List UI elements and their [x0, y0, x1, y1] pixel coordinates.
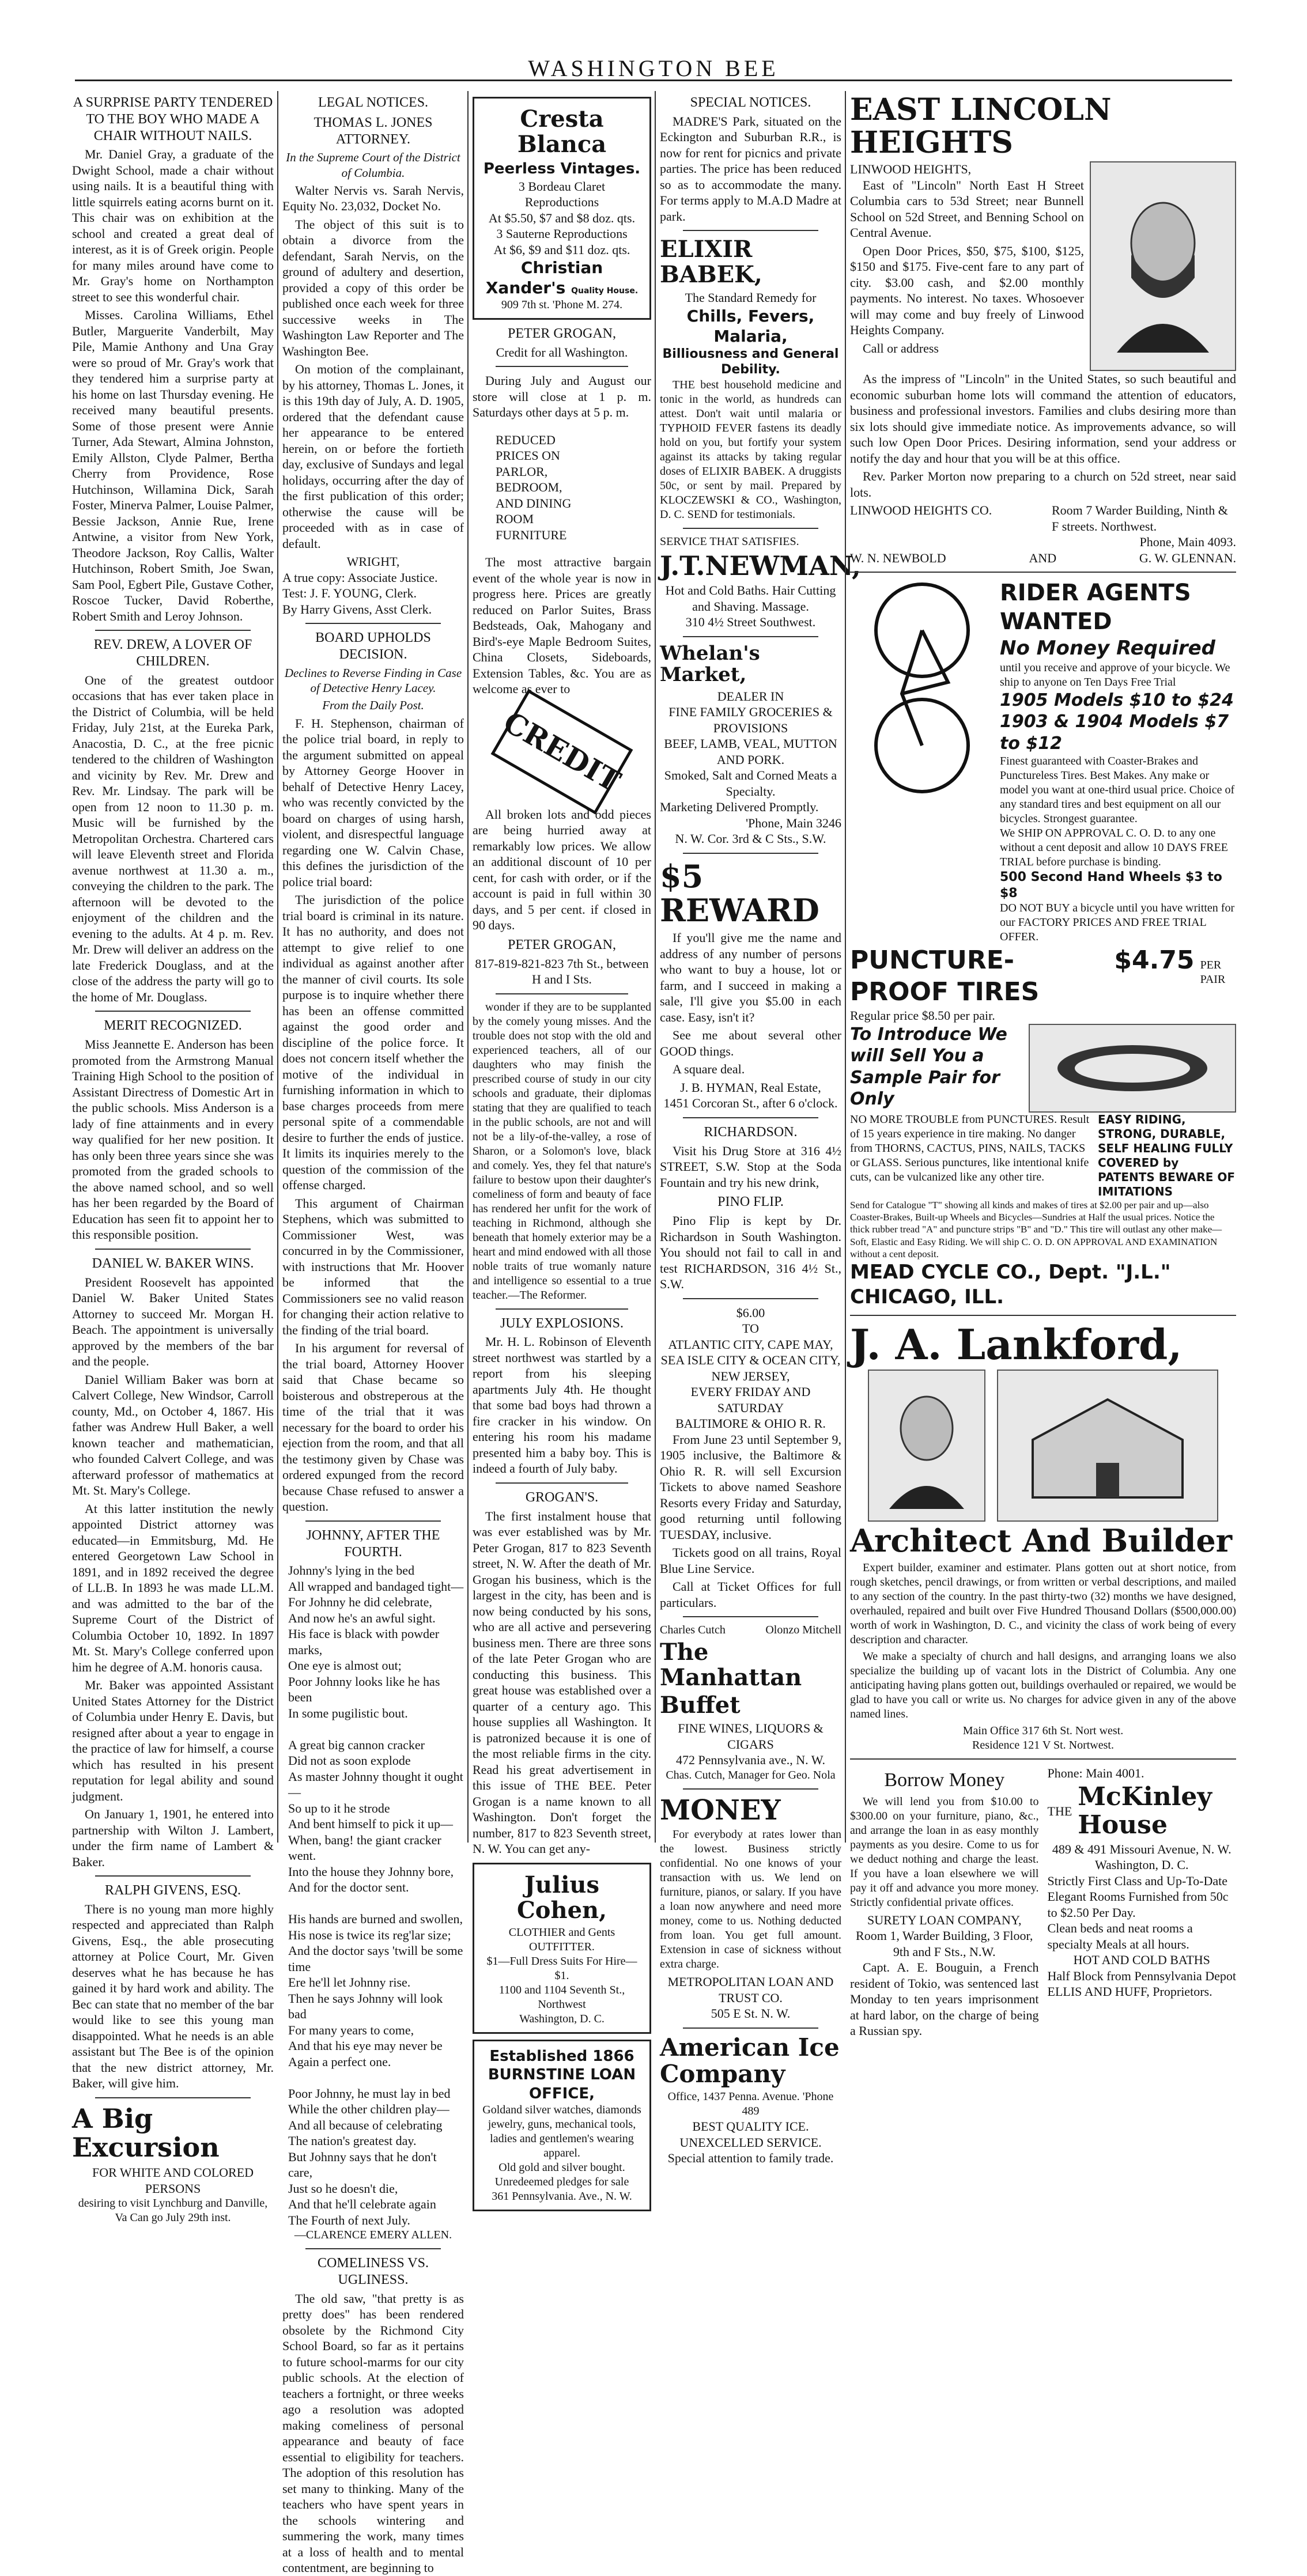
- grogans-heading: GROGAN'S.: [525, 1489, 599, 1505]
- cresta-line: 3 Sauterne Reproductions: [496, 226, 628, 241]
- poem-line: Into the house they Johnny bore,: [288, 1864, 454, 1879]
- house-icon: [1010, 1382, 1206, 1509]
- poem-line: Then he says Johnny will look bad: [288, 1991, 443, 2022]
- puncture-regular: Regular price $8.50 per pair.: [850, 1008, 995, 1023]
- excursion-subtitle: FOR WHITE AND COLORED PERSONS: [92, 2165, 254, 2196]
- reward-body: See me about several other GOOD things.: [660, 1028, 841, 1058]
- poem-line: A great big cannon cracker: [288, 1737, 425, 1752]
- legal-attorney: THOMAS L. JONES ATTORNEY.: [313, 115, 433, 147]
- rider-title: RIDER AGENTS WANTED: [1000, 580, 1191, 636]
- manhattan-name: Charles Cutch: [660, 1624, 726, 1637]
- column-2: [282, 91, 464, 2575]
- lankford-residence: Residence 121 V St. Nortwest.: [972, 1738, 1114, 1752]
- burnstine-established: Established 1866: [489, 2047, 634, 2065]
- poem-line: And for the doctor sent.: [288, 1880, 409, 1895]
- poem-line: And now he's an awful sight.: [288, 1610, 436, 1625]
- ice-line: UNEXCELLED SERVICE.: [679, 2135, 822, 2150]
- burnstine-title: BURNSTINE LOAN OFFICE,: [488, 2066, 636, 2102]
- elixir-title: ELIXIR BABEK,: [660, 236, 762, 289]
- eastlincoln-subtitle: LINWOOD HEIGHTS,: [850, 162, 972, 177]
- wonder-body: wonder if they are to be supplanted by the comely young misses. And the trouble does not stop with the old and experienced teachers, all of our daughters who may finish the prescribed course of study in our city schools and graduate, their diplomas stating that they are qualified to teach in the public schools, are not and will not be a lily-of-the-valley, a rose of Sharon, or a Solomon's love, black and comely. Yes, they fel that nature's failure to bestow upon their daughter's comeliness of form and beauty of face has rendered her unfit for the work of teaching in Richmond, although she beneath that homely exterior may be a heart and mind endowed with all those noble traits of true womanly nature and intelligence so essential to a true teacher.—The Reformer.: [473, 1000, 651, 1302]
- excursion-body: Tickets good on all trains, Royal Blue Line Service.: [660, 1545, 841, 1576]
- puncture-per-pair: PER PAIR: [1200, 959, 1226, 986]
- money-address: 505 E St. N. W.: [711, 2006, 791, 2021]
- legal-court: In the Supreme Court of the District of Columbia.: [286, 150, 460, 180]
- cresta-house-tag: Quality House.: [571, 286, 639, 296]
- comeliness-body: The old saw, "that pretty is as pretty does" has been rendered obsolete by the Richmond City School Board, so far as it pertains to future school-marms for our city public schools. At the election of teachers a fortnight, or three weeks ago a resolution was adopted making comeliness of personal appearance and beauty of face essential to eligibility for teachers. The adoption of this resolution has set many to thinking. Many of the teachers who have spent years in the schools wintering and summering the work, many times at a loss of health and to mental contentment, are beginning to: [282, 2291, 464, 2575]
- poem-line: So up to it he strode: [288, 1800, 390, 1815]
- reward-body: If you'll give me the name and address of any number of persons who want to buy a house, lot or farm, and I succeed in making a sale, I'll give you $5.00 in each case. Easy, isn't it?: [660, 930, 841, 1024]
- grogan-subheading: Credit for all Washington.: [496, 345, 628, 360]
- money-title: MONEY: [660, 1794, 781, 1826]
- eastlincoln-company: LINWOOD HEIGHTS CO.: [850, 503, 992, 518]
- excursion-destination: ATLANTIC CITY, CAPE MAY, SEA ISLE CITY & OCEAN CITY, NEW JERSEY,: [660, 1337, 841, 1383]
- rider-body: We SHIP ON APPROVAL C. O. D. to any one without a cent deposit and allow 10 DAYS FREE TRIAL before purchase is binding.: [1000, 827, 1228, 869]
- drew-body: One of the greatest outdoor occasions that has ever taken place in the District of Columbia, will be held Friday, July 21st, at the Eureka Park, Anacostia, D. C., at the free picnic tendered to the children of Washington and vicinity by Rev. Mr. Drew and Rev. Mr. Lindsay. The park will be open from 12 noon to 11.30 p. m. Music will be furnished by the Metropolitan Orchestra. Chartered cars will leave Eleventh street and Florida avenue northwest at 11.30 a. m., conveying the children to the park. The afternoon will be devoted to the enjoyment of the children and the evening to the adults. At 4 p. m. Rev. Mr. Drew will deliver an address on the late Frederick Douglass, and at the close of the address the party will go to the home of Mr. Douglass.: [72, 672, 274, 1004]
- reward-address: 1451 Corcoran St., after 6 o'clock.: [663, 1096, 838, 1111]
- mckinley-the: THE: [1047, 1803, 1072, 1818]
- ice-line: BEST QUALITY ICE.: [692, 2119, 809, 2134]
- legal-signature: WRIGHT,: [346, 554, 400, 569]
- borrow-title: Borrow Money: [884, 1769, 1005, 1791]
- board-body: This argument of Chairman Stephens, which was submitted to Commissioner West, was concurred in by the Commissioner, with instructions that Mr. Hoover be informed that the Commissioners see no valid reason for changing their action relative to the finding of the trial board.: [282, 1196, 464, 1337]
- excursion-price: $6.00: [736, 1305, 765, 1320]
- baker-body: President Roosevelt has appointed Daniel W. Baker United States Attorney to succeed Mr. Morgan H. Beach. The appointment is universally approved by the members of the bar and the people.: [72, 1274, 274, 1369]
- explosions-body: Mr. H. L. Robinson of Eleventh street northwest was startled by a report from his sleeping apartments July 4th. He thought that some bad boys had thrown a fire cracker in his window. On entering his room his madame presented him a baby boy. This is indeed a fourth of July baby.: [473, 1334, 651, 1476]
- excursion-body: From June 23 until September 9, 1905 inclusive, the Baltimore & Ohio R. R. will sell Excursion Tickets to above named Seashore Resorts every Friday and Saturday, good returning until following TUESDAY, inclusive.: [660, 1432, 841, 1542]
- grogan-address: 817-819-821-823 7th St., between H and I Sts.: [475, 956, 649, 987]
- merit-body: Miss Jeannette E. Anderson has been promoted from the Armstrong Manual Training High School to the position of Assistant Directress of Domestic Art in the public schools. Miss Anderson is a lady of fine attainments and in every way qualified for her new position. It has only been three years since she was promoted from the graded schools to the above named school, and so well has her been regarded by the Board of Education has seen fit to appoint her to this responsible position.: [72, 1037, 274, 1242]
- baker-body: On January 1, 1901, he entered into partnership with Wilton J. Lambert, under the firm name of Lambert & Baker.: [72, 1807, 274, 1869]
- pino-heading: PINO FLIP.: [717, 1194, 784, 1210]
- newman-body: Hot and Cold Baths. Hair Cutting and Shaving. Massage.: [665, 583, 836, 614]
- rider-body: until you receive and approve of your bicycle. We ship to anyone on Ten Days Free Trial: [1000, 661, 1230, 689]
- poem-line: In some pugilistic bout.: [288, 1705, 408, 1720]
- ice-line: Special attention to family trade.: [667, 2151, 834, 2166]
- mead-cycle: MEAD CYCLE CO., Dept. "J.L." CHICAGO, ILL.: [850, 1261, 1171, 1308]
- mckinley-city: Washington, D. C.: [1094, 1858, 1189, 1873]
- whelan-phone: 'Phone, Main 3246: [746, 815, 841, 830]
- ice-title: American Ice Company: [660, 2033, 840, 2089]
- poem-line: The Fourth of next July.: [288, 2212, 410, 2227]
- eastlincoln-body: Call or address: [863, 341, 939, 355]
- money-signature: METROPOLITAN LOAN AND TRUST CO.: [667, 1974, 834, 2005]
- board-body: The jurisdiction of the police trial board is criminal in its nature. It has no authority, and does not attempt to give relief to one individual as against another after the manner of civil courts. Its sole purpose is to inquire whether there has been an offense committed against the good order and discipline of the police force. It does not concern itself whether the motive of the individual in furnishing information in which to base charges proceeds from mere personal spite of a commendable desire to further the ends of justice. It limits its inquiries merely to the question of the commission of the offense charged.: [282, 892, 464, 1193]
- rider-dont-buy: DO NOT BUY a bicycle until you have written for our FACTORY PRICES AND FREE TRIAL OFFER.: [1000, 902, 1235, 944]
- richardson-body: Visit his Drug Store at 316 4½ STREET, S.W. Stop at the Soda Fountain and try his new drink,: [660, 1143, 841, 1190]
- eastlincoln-body: Rev. Parker Morton now preparing to a church on 52d street, near said lots.: [850, 469, 1236, 500]
- cresta-blanca-ad: [473, 97, 651, 320]
- eastlincoln-room: Room 7 Warder Building, Ninth & F streets. Northwest.: [1052, 503, 1228, 534]
- poem-heading: JOHNNY, AFTER THE FOURTH.: [306, 1527, 440, 1560]
- rider-subtitle: No Money Required: [1000, 637, 1216, 660]
- elixir-headline: Chills, Fevers, Malaria,: [686, 306, 815, 346]
- rider-1905: 1905 Models $10 to $24: [1000, 690, 1234, 710]
- poem-line: And bent himself to pick it up—: [288, 1817, 453, 1832]
- eastlincoln-signature: G. W. GLENNAN.: [1139, 550, 1236, 565]
- grogan-hours: During July and August our store will close at 1 p. m. Saturdays other days at 5 p. m.: [473, 373, 651, 420]
- poem-line: Did not as soon explode: [288, 1753, 411, 1768]
- cohen-line: $1—Full Dress Suits For Hire—$1.: [486, 1954, 637, 1982]
- lincoln-portrait-icon: [1105, 180, 1221, 353]
- tire-icon: [1052, 1034, 1213, 1103]
- manhattan-manager: Chas. Cutch, Manager for Geo. Nola: [666, 1768, 836, 1781]
- newman-pretitle: SERVICE THAT SATISFIES.: [660, 535, 799, 548]
- legal-body: On motion of the complainant, by his attorney, Thomas L. Jones, it is this 19th day of July, A. D. 1905, ordered that the defendant cause her appearance to be entered herein, on or before the fortieth day, exclusive of Sundays and legal holidays, occurring after the day of the first publication of this order; otherwise the cause will be proceeded with as in case of default.: [282, 362, 464, 551]
- cohen-ad: [473, 1863, 651, 2034]
- poem-line: Poor Johnny, he must lay in bed: [288, 2086, 451, 2101]
- comeliness-heading: COMELINESS VS. UGLINESS.: [318, 2256, 429, 2288]
- cresta-title: Cresta Blanca: [517, 105, 607, 158]
- lankford-body: Expert builder, examiner and estimater. Plans gotten out at short notice, from rough sketches, pencil drawings, or from written or verbal descriptions, and mailed to any section of the country. In the past thirty-two (32) months we have designed, overhauled, repaired and built over Five Hundred Thousand Dollars ($500,000.00) worth of work in Washington, D. C., and vicinity the class of work being of every description and character.: [850, 1561, 1236, 1646]
- mckinley-body: Clean beds and neat rooms a specialty Meals at all hours.: [1047, 1921, 1193, 1951]
- whelan-body: FINE FAMILY GROCERIES & PROVISIONS: [668, 705, 833, 735]
- lankford-portrait: [868, 1370, 985, 1522]
- masthead-title: WASHINGTON BEE: [528, 55, 779, 81]
- column-3: [473, 91, 651, 2203]
- column-4: [660, 91, 862, 2166]
- poem-line: His nose is twice its reg'lar size;: [288, 1927, 451, 1942]
- baker-body: Daniel William Baker was born at Calvert College, New Windsor, Carroll county, Md., on October 4, 1867. His father was Andrew Hull Baker, a well known teacher and mathematician, who founded Calvert College, and was afterward professor of mathematics at Mt. St. Mary's College.: [72, 1372, 274, 1498]
- reward-signature: J. B. HYMAN, Real Estate,: [680, 1080, 821, 1095]
- legal-heading: LEGAL NOTICES.: [318, 95, 429, 110]
- cresta-line: At $5.50, $7 and $8 doz. qts.: [488, 210, 636, 225]
- drew-heading: REV. DREW, A LOVER OF CHILDREN.: [93, 637, 252, 669]
- masthead-rule: [75, 80, 1232, 81]
- poem-line: For Johnny he did celebrate,: [288, 1595, 432, 1610]
- whelan-title: Whelan's Market,: [660, 641, 760, 687]
- excursion-body: desiring to visit Lynchburg and Danville, Va Can go July 29th inst.: [78, 2197, 268, 2225]
- puncture-price: $4.75: [1114, 945, 1195, 975]
- puncture-body: Send for Catalogue "T" showing all kinds and makes of tires at $2.00 per pair and up—also Coaster-Brakes, Built-up Wheels and Bicycles—Sundries at Half the usual prices. Notice the thick rubber tread "A" and puncture strips "B" and "D." This tire will outlast any other make—Soft, Elastic and Easy Riding. We will ship C. O. D. ON APPROVAL AND EXAMINATION without a cent deposit.: [850, 1199, 1222, 1259]
- poem-lines: [282, 1563, 464, 2228]
- whelan-body: Smoked, Salt and Corned Meats a Specialty.: [664, 768, 837, 799]
- legal-signature: Test: J. F. YOUNG, Clerk.: [282, 586, 417, 601]
- special-heading: SPECIAL NOTICES.: [690, 95, 811, 110]
- excursion-days: EVERY FRIDAY AND SATURDAY: [690, 1385, 811, 1415]
- excursion-body: Call at Ticket Offices for full particulars.: [660, 1579, 841, 1610]
- poem-line: [288, 1896, 464, 1912]
- eastlincoln-body: Open Door Prices, $50, $75, $100, $125, $150 and $175. Five-cent fare to any part of city. $3.00 cash, and $2.00 monthly payments. No interest. No taxes. Whosoever will may come and buy freely of Linwood Heights Company.: [850, 243, 1084, 338]
- house-illustration: [997, 1370, 1218, 1522]
- reward-title: $5 REWARD: [660, 857, 819, 929]
- lankford-subtitle: Architect And Builder: [850, 1522, 1233, 1560]
- surprise-heading: A SURPRISE PARTY TENDERED TO THE BOY WHO MADE A CHAIR WITHOUT NAILS.: [73, 95, 273, 143]
- lincoln-portrait: [1090, 161, 1236, 371]
- borrow-company: SURETY LOAN COMPANY,: [867, 1912, 1022, 1927]
- surprise-body: Mr. Daniel Gray, a graduate of the Dwight School, made a chair without using nails. It is a beautiful thing with little squirrels eating acorns burnt on it. This chair was on exhibition at the school and created a great deal of interest, as it is of Greek origin. People for many miles around have come to Mr. Gray's home on Northampton street to see this wonderful chair.: [72, 147, 274, 304]
- borrow-address: Room 1, Warder Building, 3 Floor, 9th and F Sts., N.W.: [856, 1928, 1033, 1959]
- poem-line: Johnny's lying in the bed: [288, 1563, 415, 1578]
- pino-body: Pino Flip is kept by Dr. Richardson in South Washington. You should not fail to call in and test RICHARDSON, 316 4½ St., S.W.: [660, 1213, 841, 1292]
- legal-body: The object of this suit is to obtain a divorce from the defendant, Sarah Nervis, on the ground of adultery and desertion, provided a copy of this order be published once each week for three successive weeks in The Washington Law Reporter and The Washington Bee.: [282, 217, 464, 358]
- whelan-address: N. W. Cor. 3rd & C Sts., S.W.: [675, 831, 826, 846]
- board-subheading: Declines to Reverse Finding in Case of Detective Henry Lacey.: [284, 665, 462, 695]
- poem-line: When, bang! the giant cracker went.: [288, 1832, 441, 1863]
- grogan-body: The most attractive bargain event of the whole year is now in progress here. Prices are greatly reduced on Parlor Suites, Brass Bedsteads, Oak, Mahogany and Bird's-eye Maple Bedroom Suites, China Closets, Sideboards, Extension Tables, &c. You are as welcome as ever to: [473, 555, 651, 697]
- eastlincoln-body: East of "Lincoln" North East H Street Columbia cars to 53d Street; near Bunnell School on 52d Street, and Benning School on Central Avenue.: [850, 177, 1084, 240]
- burnstine-line: Old gold and silver bought.: [498, 2161, 625, 2174]
- merit-heading: MERIT RECOGNIZED.: [104, 1018, 242, 1034]
- poem-line: One eye is almost out;: [288, 1658, 402, 1673]
- legal-signature: By Harry Givens, Asst Clerk.: [282, 602, 432, 616]
- eastlincoln-phone: Phone, Main 4093.: [1139, 535, 1236, 550]
- lankford-title: J. A. Lankford,: [850, 1320, 1183, 1370]
- eastlincoln-and: AND: [1029, 550, 1057, 565]
- grogan-body: All broken lots and odd pieces are being hurried away at remarkably low prices. We allow an additional discount of 10 per cent, for cash with order, or if the account is paid in full within 30 days, and 5 per cent. if closed in 90 days.: [473, 807, 651, 933]
- poem-line: Ere he'll let Johnny rise.: [288, 1975, 411, 1990]
- puncture-body: NO MORE TROUBLE from PUNCTURES. Result of 15 years experience in tire making. No danger from THORNS, CACTUS, PINS, NAILS, TACKS or GLASS. Serious punctures, like intentional knife cuts, can be vulcanized like any other tire.: [850, 1113, 1090, 1183]
- whelan-subtitle: DEALER IN: [717, 689, 784, 703]
- poem-line: [288, 1721, 464, 1737]
- cohen-line: Washington, D. C.: [519, 2012, 605, 2025]
- masthead: [0, 0, 1307, 86]
- cresta-line: 3 Bordeau Claret Reproductions: [518, 179, 606, 209]
- poem-line: His face is black with powder marks,: [288, 1626, 440, 1657]
- lankford-body: We make a specialty of church and hall designs, and arranging loans we also specialize the building up of vacant lots in the District of Columbia. Any one anticipating having plans gotten out, buildings overhauled or repaired, we would be glad to have you call or write us. No charges for advice given in any of the above named lines.: [850, 1650, 1236, 1720]
- burnstine-ad: [473, 2040, 651, 2212]
- cresta-subtitle: Peerless Vintages.: [483, 160, 641, 177]
- mckinley-body: Half Block from Pennsylvania Depot: [1047, 1968, 1236, 1983]
- excursion-railroad: BALTIMORE & OHIO R. R.: [675, 1416, 826, 1431]
- baker-heading: DANIEL W. BAKER WINS.: [92, 1255, 254, 1271]
- eastlincoln-signature: W. N. NEWBOLD: [850, 550, 946, 565]
- burnstine-line: Unredeemed pledges for sale: [494, 2176, 629, 2189]
- eastlincoln-title: EAST LINCOLN HEIGHTS: [850, 92, 1112, 161]
- excursion-to: TO: [742, 1321, 759, 1336]
- money-body: For everybody at rates lower than the lowest. Business strictly confidential. No one knows of your transaction with us. We lend on furniture, pianos, or salary. If you have a loan now anywhere and need more money, come to us. Nothing deducted from loan. You get full amount. Extension in case of sickness without extra charge.: [660, 1828, 841, 1971]
- manhattan-address: 472 Pennsylvania ave., N. W.: [675, 1753, 826, 1768]
- cohen-line: 1100 and 1104 Seventh St., Northwest: [498, 1983, 625, 2011]
- explosions-heading: JULY EXPLOSIONS.: [500, 1315, 624, 1331]
- puncture-title: PUNCTURE-PROOF TIRES: [850, 945, 1040, 1007]
- poem-line: As master Johnny thought it ought—: [288, 1769, 463, 1800]
- board-source: From the Daily Post.: [322, 698, 424, 713]
- richardson-heading: RICHARDSON.: [704, 1124, 798, 1140]
- poem-line: Just so he doesn't die,: [288, 2181, 398, 2196]
- bicycle-illustration: [850, 578, 994, 944]
- cresta-line: At $6, $9 and $11 doz. qts.: [493, 242, 630, 257]
- legal-case: Walter Nervis vs. Sarah Nervis, Equity No. 23,032, Docket No.: [282, 183, 464, 214]
- borrow-body: We will lend you from $10.00 to $300.00 on your furniture, piano, &c., and arrange the loan in as easy monthly payments as you desire. Come to us for we deduct nothing and charge the least. If you have a loan elsewhere we will pay it off and advance you more money. Strictly confidential private offices.: [850, 1795, 1039, 1909]
- givens-body: There is no young man more highly respected and appreciated than Ralph Givens, Esq., the able prosecuting attorney at Police Court, Mr. Given deserves what he has because he has gained it by hard work and ability. The Bec can state that no member of the bar would like to see this young man disappointed. What he needs is an able assistant but The Bee is of the opinion that the new district attorney, Mr. Baker, will give him.: [72, 1901, 274, 2091]
- column-5: [850, 91, 1236, 2038]
- mckinley-proprietors: ELLIS AND HUFF, Proprietors.: [1047, 1984, 1212, 1999]
- poem-author: —CLARENCE EMERY ALLEN.: [294, 2229, 452, 2242]
- board-body: F. H. Stephenson, chairman of the police trial board, in reply to the argument submitted on appeal by Attorney George Hoover in behalf of Detective Henry Lacey, who was recently convicted by the board on charges of using harsh, violent, and disrespectful language regarding one W. Calvin Chase, this defines the jurisdiction of the police trial board:: [282, 716, 464, 889]
- newman-title: J.T.NEWMAN,: [660, 550, 862, 581]
- mckinley-phone: Phone: Main 4001.: [1047, 1765, 1144, 1780]
- rider-body: Finest guaranteed with Coaster-Brakes and Punctureless Tires. Best Makes. Any make or model you want at one-third usual price. Choice of any standard tires and best equipment on all our bicycles. Strongest guarantee.: [1000, 755, 1235, 826]
- credit-stamp: CREDIT: [491, 689, 633, 815]
- burnstine-line: 361 Pennsylvania. Ave., N. W.: [492, 2190, 632, 2203]
- column-1: [72, 91, 274, 2225]
- poem-line: And that his eye may never be: [288, 2038, 443, 2053]
- manhattan-title-2: Buffet: [660, 1692, 741, 1719]
- legal-signature: A true copy: Associate Justice.: [282, 570, 438, 585]
- poem-line: [288, 2070, 464, 2086]
- poem-line: His hands are burned and swollen,: [288, 1912, 463, 1927]
- manhattan-title: The Manhattan: [660, 1639, 802, 1692]
- grogan-heading: PETER GROGAN,: [507, 326, 616, 341]
- elixir-headline-2: Billiousness and General Debility.: [662, 346, 839, 377]
- rider-secondhand: 500 Second Hand Wheels $3 to $8: [1000, 870, 1222, 901]
- grogan-signature: PETER GROGAN,: [507, 937, 616, 952]
- ice-address: Office, 1437 Penna. Avenue. 'Phone 489: [667, 2090, 834, 2118]
- poem-line: Again a perfect one.: [288, 2054, 391, 2069]
- poem-line: But Johnny says that he don't care,: [288, 2149, 437, 2180]
- cresta-house: Christian Xander's: [485, 258, 603, 297]
- poem-line: All wrapped and bandaged tight—: [288, 1579, 464, 1594]
- grogan-reduced: REDUCED PRICES ON PARLOR, BEDROOM, AND DINING ROOM FURNITURE: [496, 432, 572, 542]
- board-body: In his argument for reversal of the trial board, Attorney Hoover said that Chase became so boisterous and obstreperous at the time of the trial that it was necessary for the board to order his ejection from the room, and that all the testimony given by Chase was ordered expunged from the record because Chase refused to answer a question.: [282, 1341, 464, 1514]
- excursion-title: A Big Excursion: [72, 2102, 220, 2163]
- whelan-body: BEEF, LAMB, VEAL, MUTTON AND PORK.: [664, 736, 837, 767]
- newman-address: 310 4½ Street Southwest.: [685, 615, 816, 630]
- bicycle-icon: [850, 578, 994, 797]
- poem-line: The nation's greatest day.: [288, 2134, 417, 2148]
- puncture-intro: To Introduce We will Sell You a Sample Pair for Only: [850, 1024, 1007, 1110]
- mckinley-body: HOT AND COLD BATHS: [1073, 1953, 1210, 1968]
- board-heading: BOARD UPHOLDS DECISION.: [315, 630, 431, 663]
- whelan-body: Marketing Delivered Promptly.: [660, 800, 819, 815]
- elixir-body: THE best household medicine and tonic in the world, as hundreds can attest. Don't wait until malaria or TYPHOID FEVER fastens its deadly hold on you, but fortify your system against its attacks by taking regular doses of ELIXIR BABEK. A druggists 50c, or sent by mail. Prepared by KLOCZEWSKI & CO., Washington, D. C. SEND for testimonials.: [660, 378, 841, 521]
- reward-body: A square deal.: [673, 1062, 745, 1077]
- special-body: MADRE'S Park, situated on the Eckington and Suburban R.R., is now for rent for picnics and private parties. The price has been reduced so as to accommodate the many. For terms apply to M.A.D Madre at park.: [660, 114, 841, 224]
- grogans-body: The first instalment house that was ever established was by Mr. Peter Grogan, 817 to 823 Seventh street, N. W. After the death of Mr. Grogan his business, which is the largest in the city, has been and is now being conducted by his sons, who are all active and persevering business men. There are three sons of the late Peter Grogan who are conducting this business. This great house was established over a quarter of a century ago. This house supplies all Washington. It is patronized because it is one of the most reliable firms in the city. Read his great advertisement in this issue of THE BEE. Peter Grogan is a name known to all Washington. Don't forget the number, 817 to 823 Seventh street, N. W. You can get any-: [473, 1508, 651, 1856]
- manhattan-name: Olonzo Mitchell: [765, 1624, 841, 1637]
- manhattan-subtitle: FINE WINES, LIQUORS & CIGARS: [678, 1721, 824, 1752]
- lankford-portrait-icon: [883, 1382, 970, 1509]
- lankford-office: Main Office 317 6th St. Nort west.: [962, 1724, 1124, 1737]
- poem-line: And all because of celebrating: [288, 2117, 443, 2132]
- baker-body: Mr. Baker was appointed Assistant United States Attorney for the District of Columbia under Henry E. Davis, but resigned after about a year to engage in the practice of law for himself, a course which has resulted in his present reputation for legal ability and sound judgment.: [72, 1678, 274, 1803]
- cohen-title: Julius Cohen,: [516, 1871, 607, 1924]
- poem-line: While the other children play—: [288, 2102, 449, 2117]
- burnstine-body: Goldand silver watches, diamonds jewelry, guns, mechanical tools, ladies and gentlemen's wearing apparel.: [482, 2104, 641, 2160]
- cresta-address: 909 7th st. 'Phone M. 274.: [501, 298, 623, 311]
- mckinley-title: McKinley House: [1078, 1782, 1212, 1840]
- cohen-line: CLOTHIER and Gents OUTFITTER.: [508, 1926, 615, 1953]
- elixir-subtitle: The Standard Remedy for: [685, 290, 817, 305]
- poem-line: And the doctor says 'twill be some time: [288, 1943, 463, 1974]
- tire-illustration: [1029, 1024, 1236, 1113]
- capt-body: Capt. A. E. Bouguin, a French resident of Tokio, was sentenced last Monday to ten years imprisonment at hard labor, on the charge of being a Russian spy.: [850, 1960, 1039, 2038]
- poem-line: And that he'll celebrate again: [288, 2197, 436, 2212]
- puncture-features: EASY RIDING, STRONG, DURABLE, SELF HEALING FULLY COVERED by PATENTS BEWARE OF IMITATIONS: [1098, 1112, 1236, 1198]
- mckinley-body: Strictly First Class and Up-To-Date Elegant Rooms Furnished from 50c to $2.50 Per Day.: [1047, 1873, 1229, 1920]
- rider-1903: 1903 & 1904 Models $7 to $12: [1000, 712, 1229, 754]
- surprise-body: Misses. Carolina Williams, Ethel Butler, Marguerite Vanderbilt, May Pile, Mamie Anthony and Una Gray were so proud of Mr. Gray's work that they tendered him a surprise party at his home on last Thursday evening. He received many beautiful presents. Some of those present were Annie Turner, Ada Stewart, Almina Johnston, Emily Allston, Clyde Palmer, Bertha Cherry from Providence, Rose Hutchinson, Willamina Dick, Sarah Foster, Minerva Palmer, Louise Palmer, Bessie Jackson, Annie Rue, Irene Antwine, a visitor from New York, Theodore Jackson, Roy Callis, Walter Hutchinson, Robert Smith, Joe Swan, Sam Pool, Egbert Pile, Gustave Cother, Roscoe Tucker, David Roberthe, Robert Smith and Leroy Johnson.: [72, 308, 274, 623]
- eastlincoln-body: As the impress of "Lincoln" in the United States, so such beautiful and economic suburban home lots will command the attention of educators, business and professional investors. Families and clubs desiring more than six lots should give immediate notice. As improvements advance, so will such low Open Door Prices. Desiring information, send your address or notify the day and hour that you will be at this office.: [850, 372, 1236, 466]
- poem-line: Poor Johnny looks like he has been: [288, 1674, 440, 1705]
- mckinley-address: 489 & 491 Missouri Avenue, N. W.: [1052, 1841, 1232, 1856]
- baker-body: At this latter institution the newly appointed District attorney was educated—in Emmitsburg, Md. He entered Georgetown Law School in 1891, and in 1892 received the degree of LL.B. In 1893 he was made LL.M. and was admitted to the bar of the Supreme Court of the District of Columbia October 10, 1892. In 1897 Mt. St. Mary's College conferred upon him he degree of A.M. honoris causa.: [72, 1501, 274, 1674]
- givens-heading: RALPH GIVENS, ESQ.: [104, 1883, 241, 1898]
- poem-line: For many years to come,: [288, 2022, 414, 2037]
